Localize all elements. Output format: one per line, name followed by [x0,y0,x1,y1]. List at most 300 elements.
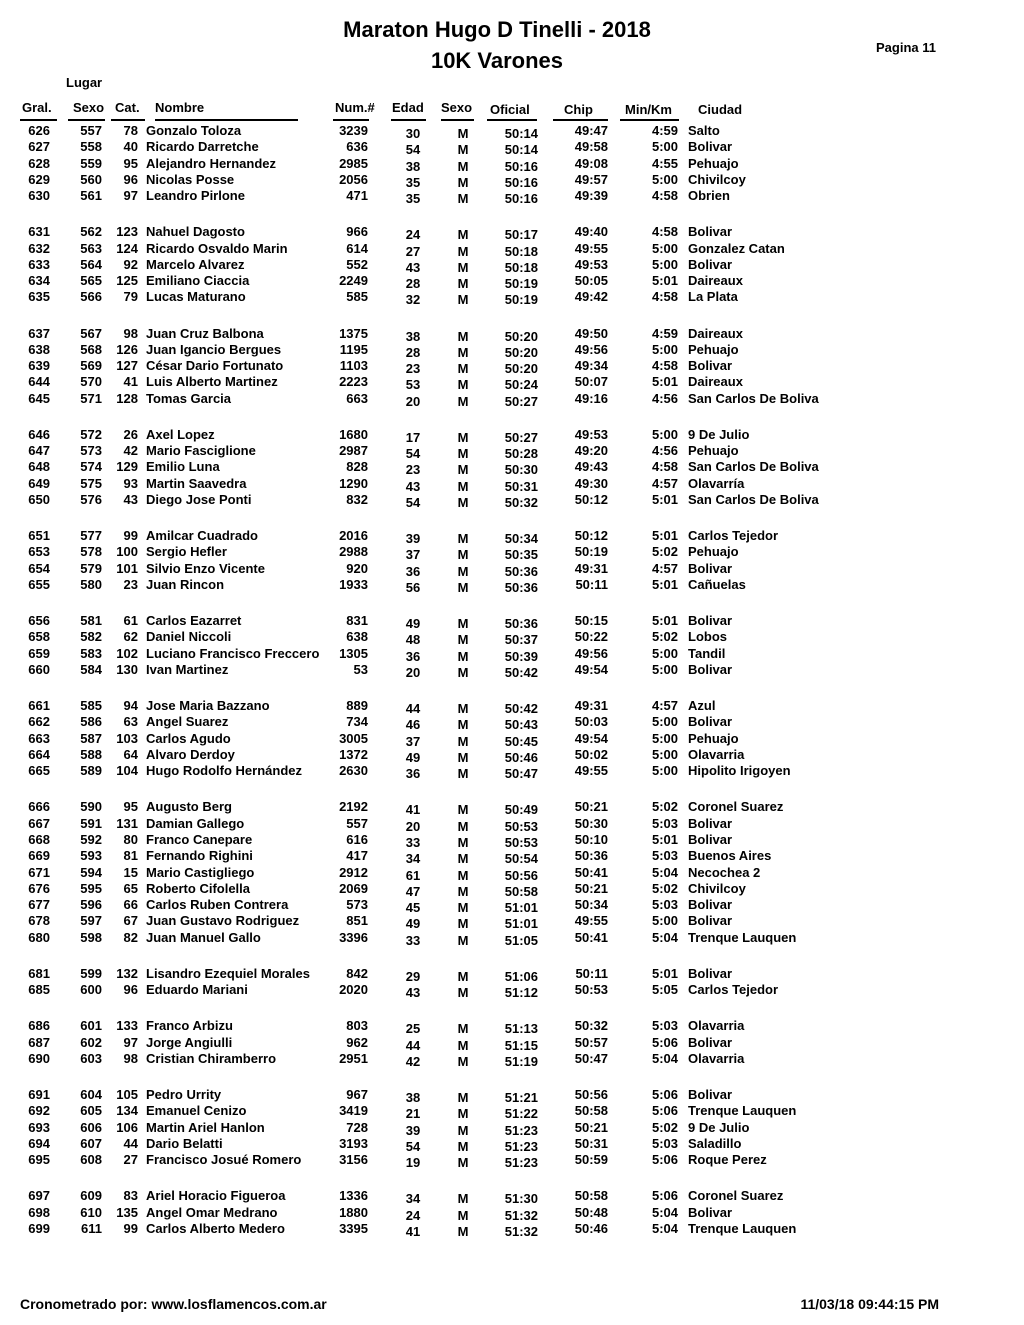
cell-chip: 50:58 [574,1103,608,1119]
cell-oficial: 50:36 [504,580,538,596]
cell-cat: 42 [123,443,138,459]
table-row [0,458,1024,478]
cell-gral: 677 [28,897,50,913]
cell-nombre: Nahuel Dagosto [146,224,245,240]
cell-minkm: 5:00 [651,139,678,155]
cell-sexo: M [457,446,469,462]
cell-nombre: Diego Jose Ponti [146,492,252,508]
cell-edad: 47 [405,883,421,899]
cell-nombre: Ricardo Darretche [146,139,259,155]
cell-edad: 45 [405,900,421,916]
cell-chip: 50:11 [575,577,608,593]
cell-sexo-pos: 610 [80,1204,102,1220]
cell-num: 734 [346,714,368,730]
cell-oficial: 50:58 [504,883,538,899]
cell-chip: 49:58 [574,139,608,155]
cell-num: 832 [346,492,368,508]
cell-oficial: 50:14 [504,126,538,141]
cell-oficial: 50:45 [504,733,538,749]
cell-minkm: 5:01 [651,965,678,981]
cell-chip: 50:03 [574,714,608,730]
cell-num: 3156 [339,1152,368,1168]
cell-edad: 30 [405,126,421,141]
cell-gral: 656 [28,613,50,629]
cell-nombre: Amilcar Cuadrado [146,528,258,544]
cell-num: 967 [346,1086,368,1102]
cell-cat: 96 [123,171,138,187]
cell-sexo: M [457,701,469,717]
table-row [0,272,1024,292]
cell-num: 638 [346,629,368,645]
cell-chip: 49:54 [574,662,608,677]
cell-num: 2951 [339,1050,368,1066]
cell-gral: 635 [28,289,50,305]
cell-sexo: M [457,1089,469,1105]
cell-num: 3395 [339,1220,368,1236]
table-row [0,645,1024,664]
cell-edad: 33 [405,834,421,850]
cell-chip: 50:59 [574,1152,608,1168]
cell-minkm: 5:06 [651,1034,678,1050]
cell-oficial: 50:24 [504,377,538,393]
cell-nombre: Gonzalo Toloza [146,123,242,138]
table-row [0,746,1024,765]
cell-sexo: M [457,834,469,850]
cell-cat: 83 [123,1188,138,1204]
cell-minkm: 5:06 [651,1086,678,1102]
cell-minkm: 5:01 [651,528,678,544]
cell-ciudad: Bolivar [688,965,733,981]
cell-sexo: M [457,227,469,243]
cell-ciudad: Pehuajo [688,544,739,560]
cell-oficial: 50:32 [504,495,538,511]
cell-nombre: Lucas Maturano [146,289,246,305]
cell-num: 1680 [339,426,368,442]
cell-chip: 50:10 [574,831,608,847]
cell-cat: 103 [116,730,138,746]
cell-nombre: Juan Manuel Gallo [146,929,261,945]
cell-sexo: M [457,1037,469,1053]
cell-oficial: 51:21 [504,1089,538,1105]
cell-sexo-pos: 575 [80,475,102,491]
cell-oficial: 50:28 [504,446,538,462]
cell-num: 831 [346,613,368,629]
cell-chip: 50:15 [574,613,608,629]
cell-edad: 39 [405,531,421,547]
cell-sexo: M [457,259,469,275]
cell-sexo-pos: 593 [80,848,102,864]
cell-minkm: 5:03 [651,815,678,831]
cell-gral: 637 [28,325,50,341]
table-row [0,288,1024,308]
cell-minkm: 5:01 [651,273,678,289]
cell-minkm: 5:04 [651,1204,678,1220]
cell-nombre: Juan Igancio Bergues [146,341,282,357]
cell-cat: 67 [123,913,138,929]
cell-minkm: 4:57 [651,475,678,491]
cell-ciudad: Bolivar [688,224,733,240]
document-subtitle: 10K Varones [430,48,564,73]
table-row [0,560,1024,579]
cell-chip: 50:19 [574,544,608,560]
cell-ciudad: Buenos Aires [688,848,772,864]
cell-oficial: 51:15 [504,1037,538,1053]
table-row [0,1119,1024,1138]
cell-sexo: M [457,648,469,664]
cell-edad: 46 [405,717,421,733]
cell-nombre: Silvio Enzo Vicente [146,560,265,576]
cell-chip: 49:43 [574,459,608,475]
table-row [0,325,1024,344]
cell-chip: 50:56 [574,1086,608,1102]
cell-chip: 50:48 [574,1204,608,1220]
header-underline [333,119,369,121]
cell-sexo-pos: 600 [80,982,102,998]
cell-chip: 49:53 [574,256,608,272]
cell-sexo-pos: 587 [80,730,102,746]
cell-oficial: 51:13 [504,1021,538,1037]
cell-sexo: M [457,1155,469,1171]
cell-minkm: 5:00 [651,341,678,357]
cell-minkm: 5:03 [651,1018,678,1034]
cell-sexo: M [457,478,469,494]
cell-cat: 126 [116,341,138,357]
cell-ciudad: Olavarría [688,475,745,491]
cell-chip: 49:50 [574,325,608,341]
cell-ciudad: Gonzalez Catan [688,240,785,256]
cell-sexo: M [457,1191,469,1207]
cell-chip: 50:46 [574,1220,608,1236]
cell-edad: 20 [405,818,421,834]
cell-sexo: M [457,462,469,478]
cell-cat: 100 [116,544,138,560]
cell-cat: 43 [123,492,138,508]
cell-num: 2912 [339,864,368,880]
cell-oficial: 51:22 [504,1106,538,1122]
cell-minkm: 5:01 [651,613,678,629]
cell-gral: 694 [28,1135,50,1151]
table-row [0,864,1024,883]
cell-cat: 97 [123,1034,138,1050]
cell-oficial: 50:54 [504,851,538,867]
cell-sexo-pos: 599 [80,965,102,981]
cell-gral: 626 [28,123,50,138]
cell-nombre: Carlos Agudo [146,730,231,746]
cell-sexo: M [457,158,469,174]
cell-sexo-pos: 563 [80,240,102,256]
cell-minkm: 5:05 [651,982,678,998]
cell-ciudad: Coronel Suarez [688,799,784,815]
cell-cat: 133 [116,1018,138,1034]
cell-chip: 50:53 [574,982,608,998]
header-underline [20,119,57,121]
cell-nombre: Angel Omar Medrano [146,1204,278,1220]
cell-cat: 15 [123,864,138,880]
cell-edad: 29 [405,968,421,984]
table-row [0,138,1024,158]
cell-minkm: 5:02 [651,629,678,645]
cell-sexo-pos: 589 [80,763,102,779]
cell-sexo-pos: 585 [80,698,102,714]
cell-nombre: Marcelo Alvarez [146,256,245,272]
col-header-cat: Cat. [115,100,140,115]
cell-num: 3005 [339,730,368,746]
cell-ciudad: Bolivar [688,1204,733,1220]
cell-oficial: 51:19 [504,1053,538,1069]
cell-ciudad: Roque Perez [688,1152,767,1168]
cell-oficial: 50:19 [504,292,538,308]
cell-num: 1933 [339,577,368,593]
cell-sexo: M [457,616,469,632]
cell-nombre: Augusto Berg [146,799,232,815]
cell-num: 2069 [339,880,368,896]
cell-edad: 49 [405,749,421,765]
cell-edad: 43 [405,478,421,494]
cell-nombre: Hugo Rodolfo Hernández [146,763,302,779]
cell-chip: 50:05 [574,273,608,289]
cell-ciudad: Saladillo [688,1135,742,1151]
cell-nombre: Ricardo Osvaldo Marin [146,240,288,256]
table-row [0,661,1024,680]
cell-minkm: 5:01 [651,492,678,508]
cell-edad: 61 [405,867,421,883]
cell-minkm: 4:57 [651,560,678,576]
cell-edad: 37 [405,733,421,749]
cell-edad: 38 [405,1089,421,1105]
table-row [0,373,1024,393]
cell-oficial: 50:53 [504,818,538,834]
table-row [0,1034,1024,1053]
cell-oficial: 50:16 [504,191,538,207]
cell-ciudad: Bolivar [688,1086,733,1102]
cell-sexo-pos: 572 [80,426,102,442]
cell-chip: 50:47 [574,1050,608,1066]
cell-minkm: 5:00 [651,730,678,746]
cell-chip: 50:22 [574,629,608,645]
cell-num: 616 [346,831,368,847]
cell-num: 828 [346,459,368,475]
col-header-minkm: Min/Km [625,102,672,117]
cell-edad: 24 [405,227,421,243]
cell-nombre: Pedro Urrity [146,1086,222,1102]
cell-minkm: 4:59 [651,123,678,138]
cell-chip: 50:11 [575,965,608,981]
cell-nombre: Luis Alberto Martinez [146,374,278,390]
table-row [0,187,1024,207]
cell-ciudad: Bolivar [688,662,733,677]
cell-edad: 35 [405,174,421,190]
cell-sexo: M [457,142,469,158]
cell-edad: 38 [405,328,421,344]
cell-gral: 659 [28,645,50,661]
cell-minkm: 5:02 [651,1119,678,1135]
cell-chip: 50:57 [574,1034,608,1050]
table-row [0,762,1024,782]
cell-ciudad: Coronel Suarez [688,1188,784,1204]
cell-sexo-pos: 596 [80,897,102,913]
header-underline [391,119,426,121]
cell-sexo-pos: 601 [80,1018,102,1034]
cell-nombre: Daniel Niccoli [146,629,232,645]
cell-cat: 94 [123,698,138,714]
cell-gral: 665 [28,763,50,779]
cell-num: 3239 [339,123,368,138]
cell-sexo: M [457,344,469,360]
cell-nombre: Ivan Martinez [146,662,229,677]
cell-gral: 671 [28,864,50,880]
cell-num: 585 [346,289,368,305]
cell-num: 2249 [339,273,368,289]
cell-edad: 48 [405,632,421,648]
cell-edad: 42 [405,1053,421,1069]
cell-chip: 49:55 [574,240,608,256]
cell-chip: 50:34 [574,897,608,913]
cell-sexo: M [457,531,469,547]
cell-minkm: 4:58 [651,459,678,475]
cell-cat: 127 [116,358,138,374]
cell-gral: 660 [28,662,50,677]
cell-minkm: 5:04 [651,1220,678,1236]
cell-minkm: 5:00 [651,256,678,272]
cell-sexo: M [457,916,469,932]
cell-chip: 49:42 [574,289,608,305]
table-row [0,475,1024,494]
cell-chip: 50:36 [574,848,608,864]
cell-sexo: M [457,580,469,596]
cell-oficial: 51:32 [504,1223,538,1239]
cell-num: 920 [346,560,368,576]
cell-ciudad: Trenque Lauquen [688,929,797,945]
header-underline [111,119,145,121]
cell-edad: 28 [405,276,421,292]
cell-ciudad: Carlos Tejedor [688,528,779,544]
cell-gral: 649 [28,475,50,491]
cell-ciudad: Chivilcoy [688,171,746,187]
cell-sexo-pos: 598 [80,929,102,945]
cell-num: 53 [353,662,368,677]
cell-sexo: M [457,1138,469,1154]
cell-sexo-pos: 562 [80,224,102,240]
cell-gral: 658 [28,629,50,645]
cell-sexo: M [457,126,469,141]
cell-oficial: 51:12 [504,985,538,1001]
cell-sexo-pos: 566 [80,289,102,305]
cell-cat: 125 [116,273,138,289]
cell-gral: 632 [28,240,50,256]
cell-cat: 95 [123,799,138,815]
cell-cat: 134 [116,1103,138,1119]
cell-sexo-pos: 594 [80,864,102,880]
cell-nombre: Cristian Chiramberro [146,1050,277,1066]
cell-minkm: 5:04 [651,864,678,880]
header-underline [553,119,608,121]
cell-nombre: Lisandro Ezequiel Morales [146,965,310,981]
cell-num: 1375 [339,325,368,341]
cell-sexo-pos: 604 [80,1086,102,1102]
cell-sexo: M [457,361,469,377]
cell-gral: 691 [28,1086,50,1102]
cell-sexo: M [457,191,469,207]
cell-minkm: 5:00 [651,714,678,730]
cell-sexo-pos: 592 [80,831,102,847]
cell-minkm: 4:56 [651,390,678,406]
cell-sexo: M [457,900,469,916]
cell-ciudad: Bolivar [688,714,733,730]
cell-edad: 36 [405,766,421,782]
cell-oficial: 50:56 [504,867,538,883]
cell-edad: 35 [405,191,421,207]
table-row [0,847,1024,867]
cell-edad: 49 [405,916,421,932]
table-row [0,155,1024,174]
cell-cat: 128 [116,390,138,406]
cell-sexo-pos: 578 [80,544,102,560]
cell-edad: 53 [405,377,421,393]
cell-sexo: M [457,495,469,511]
cell-ciudad: 9 De Julio [688,1119,750,1135]
cell-sexo-pos: 602 [80,1034,102,1050]
cell-minkm: 5:00 [651,426,678,442]
cell-oficial: 50:27 [504,393,538,409]
cell-minkm: 5:04 [651,1050,678,1066]
cell-sexo-pos: 609 [80,1188,102,1204]
cell-num: 417 [346,848,368,864]
cell-num: 552 [346,256,368,272]
cell-oficial: 51:01 [504,900,538,916]
cell-edad: 32 [405,292,421,308]
cell-nombre: Leandro Pirlone [146,188,245,204]
cell-nombre: Juan Gustavo Rodriguez [146,913,300,929]
cell-edad: 23 [405,361,421,377]
cell-chip: 49:40 [574,224,608,240]
cell-edad: 38 [405,158,421,174]
cell-cat: 98 [123,325,138,341]
cell-chip: 49:31 [574,698,608,714]
cell-gral: 629 [28,171,50,187]
table-row [0,341,1024,360]
cell-ciudad: Bolivar [688,897,733,913]
cell-num: 663 [346,390,368,406]
table-row [0,543,1024,563]
cell-sexo-pos: 570 [80,374,102,390]
cell-gral: 685 [28,982,50,998]
cell-sexo: M [457,328,469,344]
cell-chip: 50:58 [574,1188,608,1204]
cell-chip: 49:30 [574,475,608,491]
cell-nombre: Fernando Righini [146,848,253,864]
cell-oficial: 51:32 [504,1207,538,1223]
cell-edad: 27 [405,243,421,259]
cell-gral: 699 [28,1220,50,1236]
cell-cat: 40 [123,139,138,155]
cell-ciudad: Carlos Tejedor [688,982,779,998]
cell-sexo: M [457,429,469,445]
cell-sexo: M [457,665,469,680]
cell-oficial: 51:30 [504,1191,538,1207]
cell-sexo-pos: 567 [80,325,102,341]
cell-cat: 132 [116,965,138,981]
cell-sexo-pos: 595 [80,880,102,896]
cell-gral: 627 [28,139,50,155]
cell-nombre: Alvaro Derdoy [146,746,235,762]
cell-edad: 43 [405,985,421,1001]
cell-sexo: M [457,851,469,867]
timing-credit: Cronometrado por: www.losflamencos.com.ar [20,1296,327,1312]
cell-sexo: M [457,292,469,308]
cell-chip: 49:31 [574,560,608,576]
cell-cat: 92 [123,256,138,272]
cell-gral: 676 [28,880,50,896]
